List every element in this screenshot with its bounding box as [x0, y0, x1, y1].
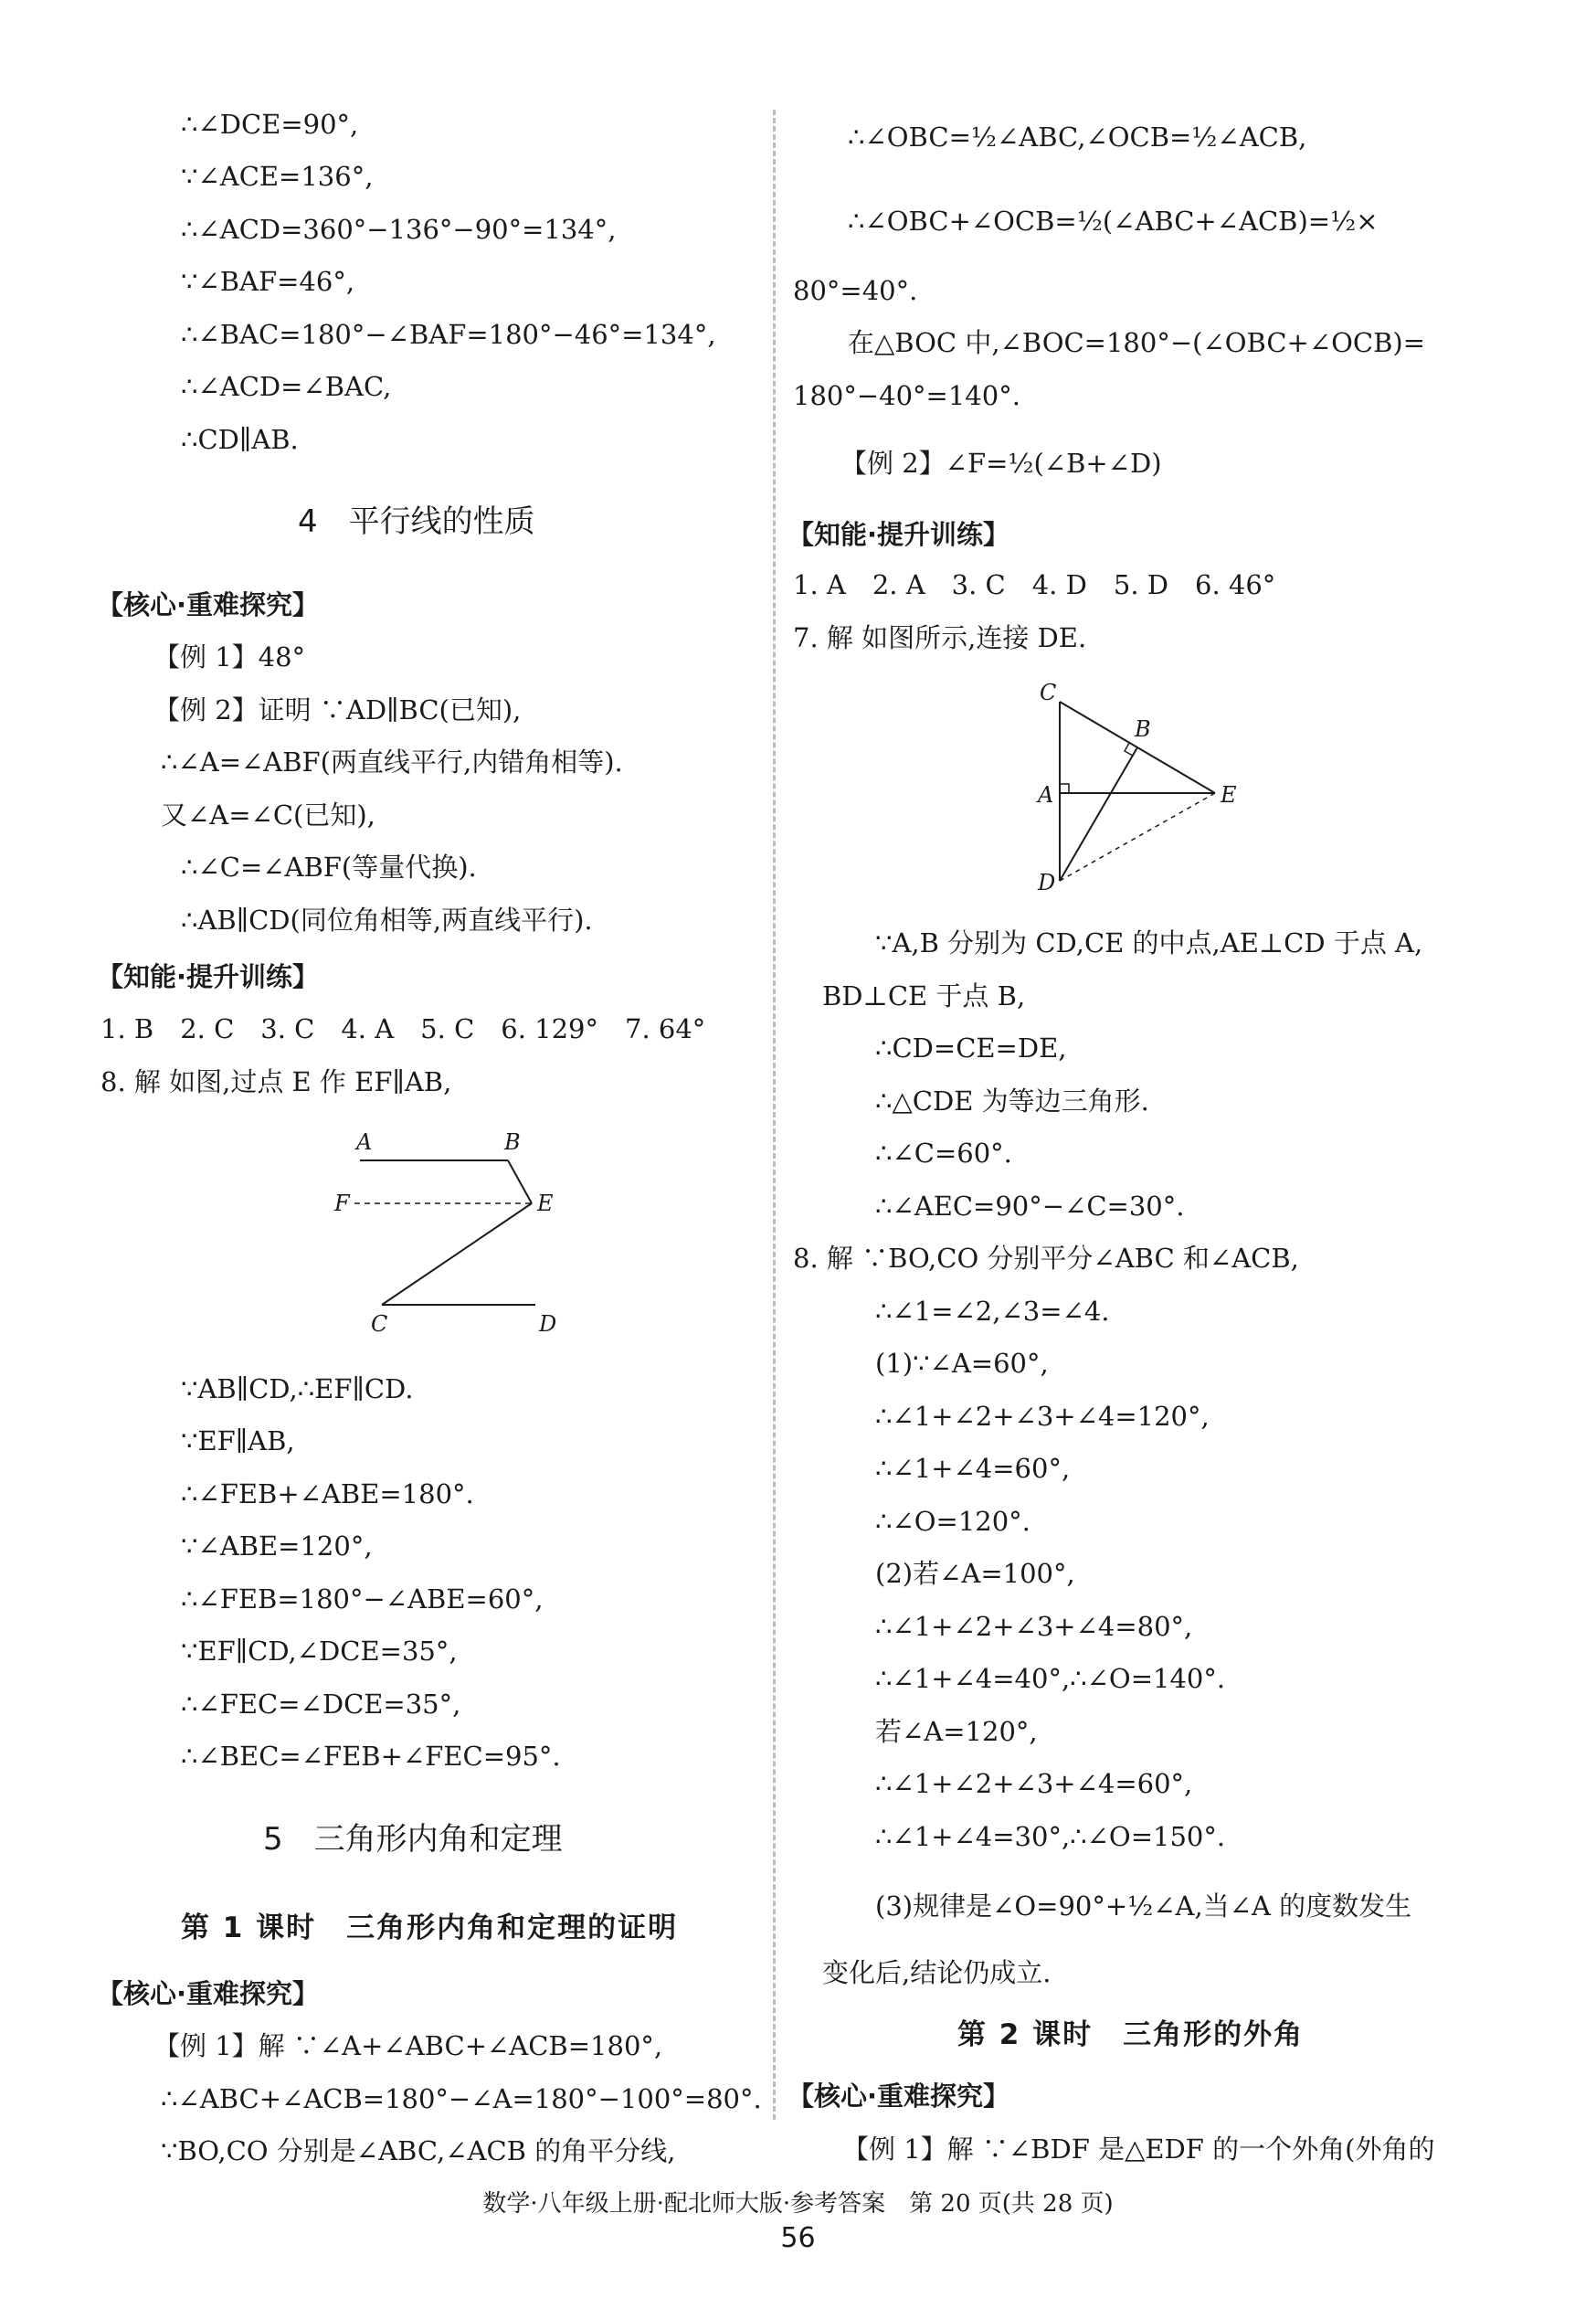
- section-label: 【核心·重难探究】: [97, 1978, 320, 2009]
- section-title: 4 平行线的性质: [298, 503, 535, 540]
- text-line: ∴∠A=∠ABF(两直线平行,内错角相等).: [161, 747, 623, 778]
- text-line: ∴CD∥AB.: [181, 424, 299, 455]
- text-line: ∴CD=CE=DE,: [875, 1032, 1067, 1064]
- question-line: 7. 解 如图所示,连接 DE.: [793, 622, 1087, 653]
- fig2-label-c: C: [1040, 680, 1057, 705]
- text-line: ∴∠BAC=180°−∠BAF=180°−46°=134°,: [181, 319, 716, 350]
- text-line: ∵EF∥AB,: [181, 1425, 295, 1456]
- fig2-label-a: A: [1038, 782, 1054, 808]
- section-title: 5 三角形内角和定理: [263, 1821, 563, 1858]
- text-line: 若∠A=120°,: [875, 1716, 1038, 1747]
- geometry-figure-2: [1023, 676, 1242, 895]
- text-line: (2)若∠A=100°,: [875, 1558, 1075, 1589]
- text-line: ∴∠AEC=90°−∠C=30°.: [875, 1191, 1185, 1222]
- footer-meta: 数学·八年级上册·配北师大版·参考答案 第 20 页(共 28 页): [482, 2190, 1114, 2218]
- text-line: ∴∠FEC=∠DCE=35°,: [181, 1689, 461, 1720]
- fig1-label-f: F: [334, 1191, 350, 1216]
- fig1-label-c: C: [371, 1311, 388, 1337]
- text-line: ∴∠O=120°.: [875, 1506, 1031, 1537]
- question-line: 8. 解 ∵BO,CO 分别平分∠ABC 和∠ACB,: [793, 1243, 1299, 1274]
- fig2-label-e: E: [1221, 782, 1237, 808]
- fig1-label-d: D: [539, 1311, 557, 1337]
- text-line: ∴∠1+∠4=40°,∴∠O=140°.: [875, 1663, 1226, 1694]
- page-number: 56: [780, 2222, 816, 2254]
- text-line: ∴∠1+∠4=60°,: [875, 1453, 1071, 1484]
- lesson-title: 第 2 课时 三角形的外角: [957, 2018, 1305, 2051]
- text-line: ∴∠1+∠2+∠3+∠4=60°,: [875, 1768, 1193, 1799]
- text-line: 180°−40°=140°.: [793, 380, 1020, 411]
- section-label: 【核心·重难探究】: [97, 589, 320, 620]
- example-line: 【例 2】∠F=½(∠B+∠D): [840, 448, 1162, 479]
- text-line: ∴∠ABC+∠ACB=180°−∠A=180°−100°=80°.: [161, 2083, 762, 2114]
- text-line: ∴∠ACD=360°−136°−90°=134°,: [181, 214, 617, 245]
- text-line: ∴AB∥CD(同位角相等,两直线平行).: [181, 905, 593, 936]
- answer-line: 1. B 2. C 3. C 4. A 5. C 6. 129° 7. 64°: [100, 1013, 706, 1044]
- text-line: ∴∠1+∠4=30°,∴∠O=150°.: [875, 1821, 1226, 1852]
- answer-line: 1. A 2. A 3. C 4. D 5. D 6. 46°: [793, 569, 1276, 600]
- example-line: 【例 1】48°: [153, 641, 306, 672]
- text-line: 80°=40°.: [793, 275, 918, 306]
- text-line: ∵∠BAF=46°,: [181, 266, 355, 297]
- text-line: ∴∠1+∠2+∠3+∠4=80°,: [875, 1611, 1193, 1642]
- text-line: ∴∠OBC+∠OCB=½(∠ABC+∠ACB)=½×: [848, 206, 1379, 237]
- text-line: ∵BO,CO 分别是∠ABC,∠ACB 的角平分线,: [161, 2135, 676, 2166]
- text-line: ∴∠DCE=90°,: [181, 109, 359, 140]
- fig1-label-b: B: [504, 1129, 521, 1155]
- fig1-label-e: E: [537, 1191, 554, 1216]
- fig2-label-d: D: [1038, 870, 1056, 895]
- text-line: BD⊥CE 于点 B,: [822, 980, 1026, 1011]
- text-line: ∵AB∥CD,∴EF∥CD.: [181, 1373, 414, 1404]
- geometry-figure-1: [329, 1126, 585, 1345]
- text-line: ∴∠C=60°.: [875, 1138, 1012, 1169]
- text-line: ∵∠ABE=120°,: [181, 1530, 373, 1562]
- example-line: 【例 1】解 ∵∠BDF 是△EDF 的一个外角(外角的: [842, 2134, 1435, 2165]
- question-line: 8. 解 如图,过点 E 作 EF∥AB,: [100, 1066, 452, 1097]
- fig1-label-a: A: [356, 1129, 373, 1155]
- fig2-label-b: B: [1135, 716, 1151, 742]
- lesson-title: 第 1 课时 三角形内角和定理的证明: [181, 1911, 679, 1944]
- example-line: 【例 1】解 ∵∠A+∠ABC+∠ACB=180°,: [153, 2030, 663, 2061]
- column-divider: [773, 110, 776, 2120]
- text-line: ∴∠FEB=180°−∠ABE=60°,: [181, 1583, 544, 1615]
- text-line: ∴∠1+∠2+∠3+∠4=120°,: [875, 1401, 1210, 1432]
- section-label: 【知能·提升训练】: [787, 519, 1010, 550]
- text-line: (1)∵∠A=60°,: [875, 1348, 1049, 1379]
- text-line: ∴∠C=∠ABF(等量代换).: [181, 852, 477, 883]
- section-label: 【知能·提升训练】: [97, 961, 320, 992]
- text-line: ∴∠1=∠2,∠3=∠4.: [875, 1296, 1110, 1327]
- example-line: 【例 2】证明 ∵AD∥BC(已知),: [153, 694, 522, 725]
- text-line: ∵EF∥CD,∠DCE=35°,: [181, 1636, 458, 1667]
- text-line: ∴△CDE 为等边三角形.: [875, 1085, 1149, 1117]
- text-line: ∵A,B 分别为 CD,CE 的中点,AE⊥CD 于点 A,: [875, 927, 1423, 958]
- text-line: ∵∠ACE=136°,: [181, 161, 374, 192]
- text-line: ∴∠ACD=∠BAC,: [181, 371, 392, 402]
- text-line: ∴∠FEB+∠ABE=180°.: [181, 1478, 474, 1509]
- text-line: 变化后,结论仍成立.: [822, 1957, 1052, 1988]
- section-label: 【核心·重难探究】: [787, 2081, 1010, 2112]
- text-line: (3)规律是∠O=90°+½∠A,当∠A 的度数发生: [875, 1890, 1412, 1922]
- text-line: 在△BOC 中,∠BOC=180°−(∠OBC+∠OCB)=: [848, 327, 1426, 358]
- text-line: ∴∠BEC=∠FEB+∠FEC=95°.: [181, 1741, 561, 1772]
- text-line: 又∠A=∠C(已知),: [161, 799, 375, 831]
- text-line: ∴∠OBC=½∠ABC,∠OCB=½∠ACB,: [848, 122, 1307, 153]
